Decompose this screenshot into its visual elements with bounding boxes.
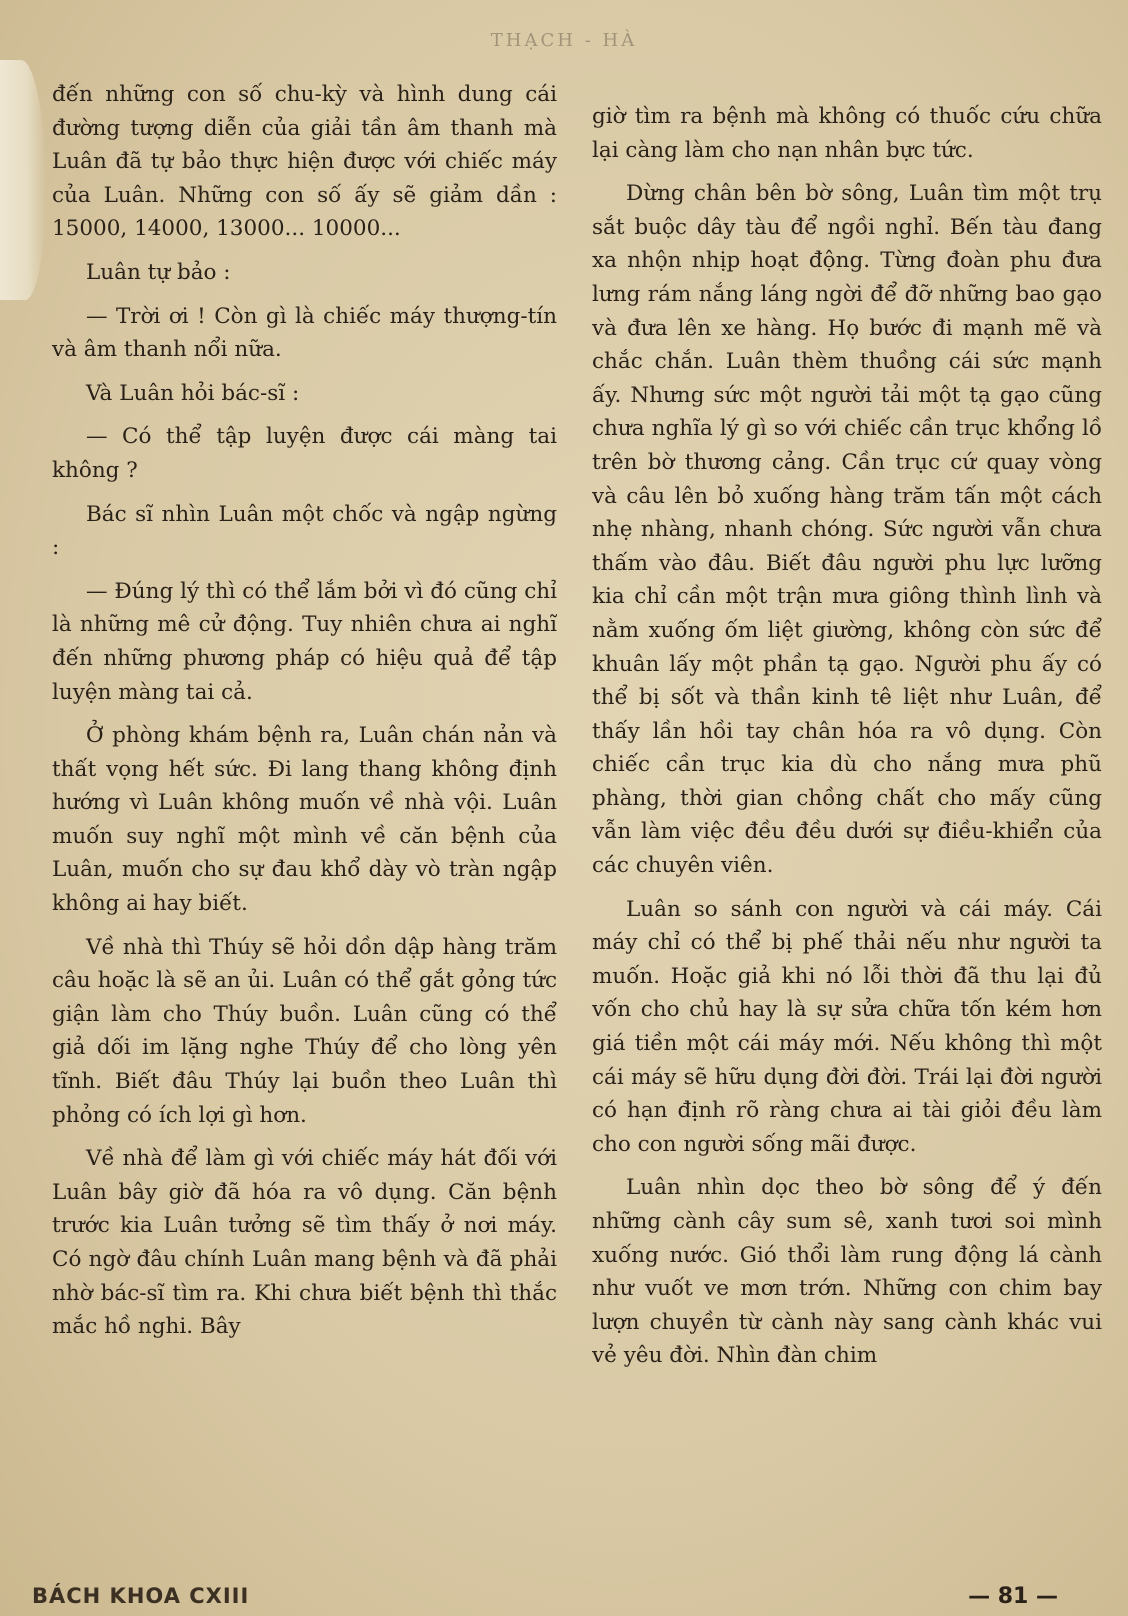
paragraph: đến những con số chu-kỳ và hình dung cái đường tượng diễn của giải tần âm thanh mà Luân đã tự bảo thực hiện được với chiếc máy của Luân. Những con số ấy sẽ giảm dần : 15000, 14000, 13000... 10000...: [52, 82, 557, 242]
paragraph: Dừng chân bên bờ sông, Luân tìm một trụ sắt buộc dây tàu để ngồi nghỉ. Bến tàu đang xa nhộn nhịp hoạt động. Từng đoàn phu đưa lưng rám nắng láng ngời để đỡ những bao gạo và đưa lên xe hàng. Họ bước đi mạnh mẽ và chắc chắn. Luân thèm thuồng cái sức mạnh ấy. Nhưng sức một người tải một tạ gạo cũng chưa nghĩa lý gì so với chiếc cần trục khổng lồ trên bờ thương cảng. Cần trục cứ quay vòng và câu lên bỏ xuống hàng trăm tấn một cách nhẹ nhàng, nhanh chóng. Sức người vẫn chưa thấm vào đâu. Biết đâu người phu lực lưỡng kia chỉ cần một trận mưa giông thình lình và nằm xuống ốm liệt giường, không còn sức để khuân lấy một phần tạ gạo. Người phu ấy có thể bị sốt và thần kinh tê liệt như Luân, để thấy lần hồi tay chân hóa ra vô dụng. Còn chiếc cần trục kia dù cho nắng mưa phũ phàng, thời gian chồng chất cho mấy cũng vẫn làm việc đều đều dưới sự điều-khiển của các chuyên viên.: [592, 181, 1102, 879]
magazine-name: BÁCH KHOA CXIII: [32, 1584, 250, 1608]
paragraph: giờ tìm ra bệnh mà không có thuốc cứu chữa lại càng làm cho nạn nhân bực tức.: [592, 104, 1102, 163]
paragraph: — Trời ơi ! Còn gì là chiếc máy thượng-tín và âm thanh nổi nữa.: [52, 303, 557, 363]
left-column: [52, 78, 557, 1354]
paragraph: Luân so sánh con người và cái máy. Cái máy chỉ có thể bị phế thải nếu như người ta muốn. Hoặc giả khi nó lỗi thời đã thu lại đủ vốn cho chủ hay là sự sửa chữa tốn kém hơn giá tiền một cái máy mới. Nếu không thì một cái máy sẽ hữu dụng đời đời. Trái lại đời người có hạn định rõ ràng chưa ai tài giỏi đều làm cho con người sống mãi được.: [592, 896, 1102, 1157]
paragraph: Và Luân hỏi bác-sĩ :: [86, 380, 300, 406]
paragraph: Về nhà thì Thúy sẽ hỏi dồn dập hàng trăm câu hoặc là sẽ an ủi. Luân có thể gắt gỏng tức giận làm cho Thúy buồn. Luân cũng có thể giả dối im lặng nghe Thúy để cho lòng yên tĩnh. Biết đâu Thúy lại buồn theo Luân thì phỏng có ích lợi gì hơn.: [52, 934, 557, 1128]
paragraph: Luân tự bảo :: [86, 259, 231, 285]
paragraph: — Đúng lý thì có thể lắm bởi vì đó cũng chỉ là những mê cử động. Tuy nhiên chưa ai nghĩ đến những phương pháp có hiệu quả để tập luyện màng tai cả.: [52, 578, 557, 705]
paragraph: Bác sĩ nhìn Luân một chốc và ngập ngừng :: [52, 501, 557, 561]
right-column: [592, 100, 1102, 1383]
paragraph: Ở phòng khám bệnh ra, Luân chán nản và thất vọng hết sức. Đi lang thang không định hướng vì Luân không muốn về nhà vội. Luân muốn suy nghĩ một mình về căn bệnh của Luân, muốn cho sự đau khổ dày vò tràn ngập không ai hay biết.: [52, 723, 557, 917]
running-head: THẠCH - HÀ: [490, 30, 638, 51]
paragraph: Luân nhìn dọc theo bờ sông để ý đến những cành cây sum sê, xanh tươi soi mình xuống nước. Gió thổi làm rung động lá cành như vuốt ve mơn trớn. Những con chim bay lượn chuyền từ cành này sang cành khác vui vẻ yêu đời. Nhìn đàn chim: [592, 1175, 1102, 1369]
torn-edge: [0, 60, 46, 300]
paragraph: — Có thể tập luyện được cái màng tai không ?: [52, 424, 557, 483]
page-number: — 81 —: [968, 1584, 1058, 1609]
page-footer: [0, 1584, 1128, 1614]
paragraph: Về nhà để làm gì với chiếc máy hát đối với Luân bây giờ đã hóa ra vô dụng. Căn bệnh trước kia Luân tưởng sẽ tìm thấy ở nơi máy. Có ngờ đâu chính Luân mang bệnh và đã phải nhờ bác-sĩ tìm ra. Khi chưa biết bệnh thì thắc mắc hồ nghi. Bây: [52, 1146, 557, 1340]
